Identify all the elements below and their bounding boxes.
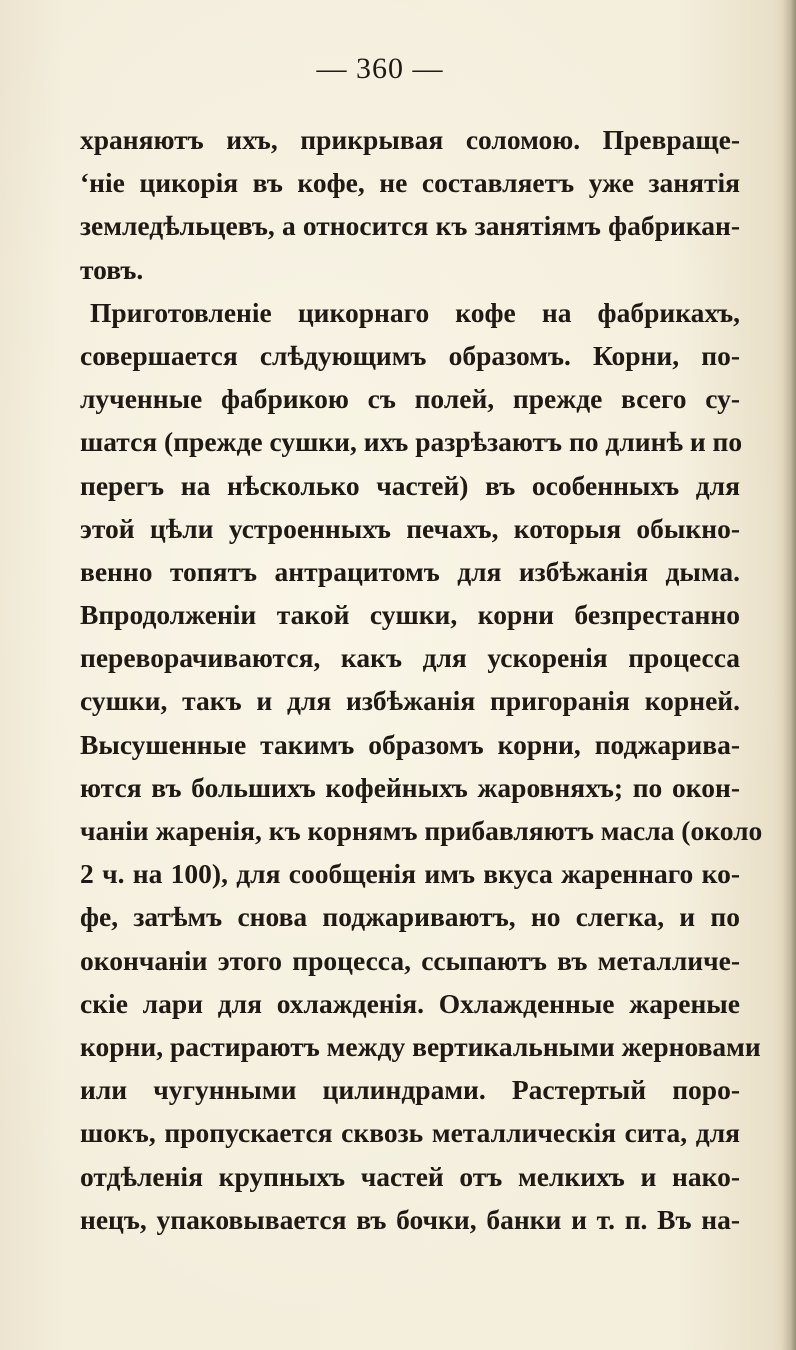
text-line: корни, растираютъ между вертикальными жерновами bbox=[80, 1030, 761, 1062]
body-text bbox=[80, 118, 763, 1241]
text-line: храняютъ ихъ, прикрывая соломою. Превраще- bbox=[80, 124, 740, 155]
text-line: этой цѣли устроенныхъ печахъ, которыя обыкно- bbox=[80, 512, 740, 544]
page-number: — 360 — bbox=[316, 52, 444, 85]
paragraph-first-line: Приготовленіе цикорнаго кофе на фабрикахъ, bbox=[90, 296, 740, 328]
text-line: ются въ большихъ кофейныхъ жаровняхъ; по окон- bbox=[80, 771, 740, 803]
text-line: земледѣльцевъ, а относится къ занятіямъ фабрикан- bbox=[80, 210, 740, 242]
text-line: Высушенные такимъ образомъ корни, поджарива- bbox=[80, 728, 740, 760]
text-line: венно топятъ антрацитомъ для избѣжанія дыма. bbox=[80, 555, 740, 587]
text-line: нецъ, упаковывается въ бочки, банки и т. п. Въ на- bbox=[80, 1203, 740, 1235]
text-line: чаніи жаренія, къ корнямъ прибавляютъ масла (около bbox=[80, 815, 763, 846]
text-line: отдѣленія крупныхъ частей отъ мелкихъ и нако- bbox=[80, 1160, 740, 1192]
text-line: сушки, такъ и для избѣжанія пригоранія корней. bbox=[80, 685, 740, 717]
text-line: скіе лари для охлажденія. Охлажденные жареные bbox=[80, 987, 740, 1019]
text-line: совершается слѣдующимъ образомъ. Корни, по- bbox=[80, 339, 740, 371]
text-line: или чугунными цилиндрами. Растертый поро- bbox=[80, 1074, 740, 1106]
text-line: лученные фабрикою съ полей, прежде всего су- bbox=[80, 383, 740, 415]
text-line: шатся (прежде сушки, ихъ разрѣзаютъ по длинѣ и по bbox=[80, 426, 743, 458]
text-line: Впродолженіи такой сушки, корни безпрестанно bbox=[80, 599, 740, 631]
text-line: перегъ на нѣсколько частей) въ особенныхъ для bbox=[80, 469, 740, 501]
page-edge-shadow bbox=[782, 0, 796, 1350]
text-line: фе, затѣмъ снова поджариваютъ, но слегка, и по bbox=[80, 901, 740, 933]
text-line: шокъ, пропускается сквозь металлическія сита, для bbox=[80, 1117, 740, 1149]
text-line: окончаніи этого процесса, ссыпаютъ въ металличе- bbox=[80, 944, 740, 976]
text-line: товъ. bbox=[80, 253, 144, 285]
text-line: 2 ч. на 100), для сообщенія имъ вкуса жареннаго ко- bbox=[80, 858, 740, 890]
text-line: переворачиваются, какъ для ускоренія процесса bbox=[80, 642, 740, 674]
text-line: ʻніе цикорія въ кофе, не составляетъ уже занятія bbox=[80, 167, 740, 199]
